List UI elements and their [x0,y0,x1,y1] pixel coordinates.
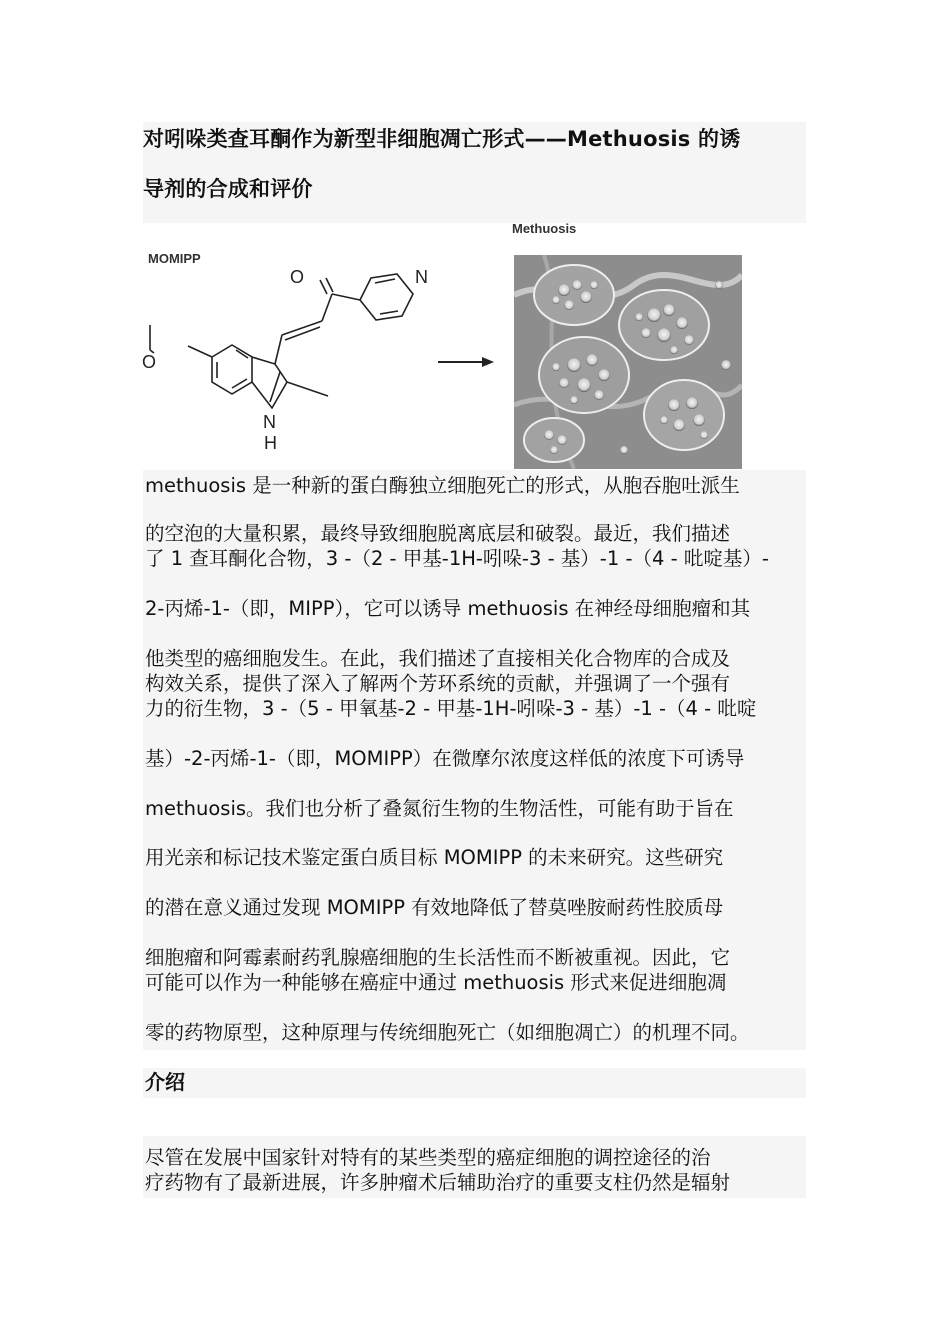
pyridine-nitrogen-label: N [415,267,428,287]
abstract-line: 的潜在意义通过发现 MOMIPP 有效地降低了替莫唑胺耐药性胶质母 [145,896,724,919]
indole-nitrogen-label: N [263,412,276,432]
title-block [143,122,806,223]
abstract-line: 用光亲和标记技术鉴定蛋白质目标 MOMIPP 的未来研究。这些研究 [145,846,724,869]
abstract-line: 了 1 查耳酮化合物，3 -（2 - 甲基-1H-吲哚-3 - 基）-1 -（4 - 吡啶基）- [145,547,769,570]
abstract-line: 的空泡的大量积累，最终导致细胞脱离底层和破裂。最近，我们描述 [145,522,731,545]
figure-label-momipp: MOMIPP [148,251,201,266]
abstract-line: 可能可以作为一种能够在癌症中通过 methuosis 形式来促进细胞凋 [145,971,727,994]
momipp-structure-diagram [140,250,440,460]
abstract-line: 2-丙烯-1-（即，MIPP），它可以诱导 methuosis 在神经母细胞瘤和其 [145,597,751,620]
indole-hydrogen-label: H [264,433,277,453]
arrow-icon [436,352,496,372]
intro-heading: 介绍 [145,1070,185,1094]
abstract-line: 细胞瘤和阿霉素耐药乳腺癌细胞的生长活性而不断被重视。因此，它 [145,946,731,969]
abstract-line: 构效关系，提供了深入了解两个芳环系统的贡献，并强调了一个强有 [145,672,731,695]
intro-heading-background [143,1068,806,1098]
abstract-line: 力的衍生物，3 -（5 - 甲氧基-2 - 甲基-1H-吲哚-3 - 基）-1 -（4 - 吡啶 [145,697,757,720]
figure-label-methuosis: Methuosis [512,221,577,236]
document-title-line-1: 对吲哚类查耳酮作为新型非细胞凋亡形式——Methuosis 的诱 [143,127,741,151]
abstract-line: methuosis。我们也分析了叠氮衍生物的生物活性，可能有助于旨在 [145,797,734,820]
document-title-line-2: 导剂的合成和评价 [143,177,313,201]
methuosis-micrograph [514,255,742,469]
ketone-oxygen-label: O [290,267,305,287]
abstract-line: methuosis 是一种新的蛋白酶独立细胞死亡的形式，从胞吞胞吐派生 [145,474,740,497]
abstract-line: 他类型的癌细胞发生。在此，我们描述了直接相关化合物库的合成及 [145,647,731,670]
abstract-line: 基）-2-丙烯-1-（即，MOMIPP）在微摩尔浓度这样低的浓度下可诱导 [145,747,745,770]
intro-line: 尽管在发展中国家针对特有的某些类型的癌症细胞的调控途径的治 [145,1146,711,1169]
methoxy-oxygen-label: O [142,352,157,372]
abstract-line: 零的药物原型，这种原理与传统细胞死亡（如细胞凋亡）的机理不同。 [145,1021,750,1044]
intro-line: 疗药物有了最新进展，许多肿瘤术后辅助治疗的重要支柱仍然是辐射 [145,1171,731,1194]
